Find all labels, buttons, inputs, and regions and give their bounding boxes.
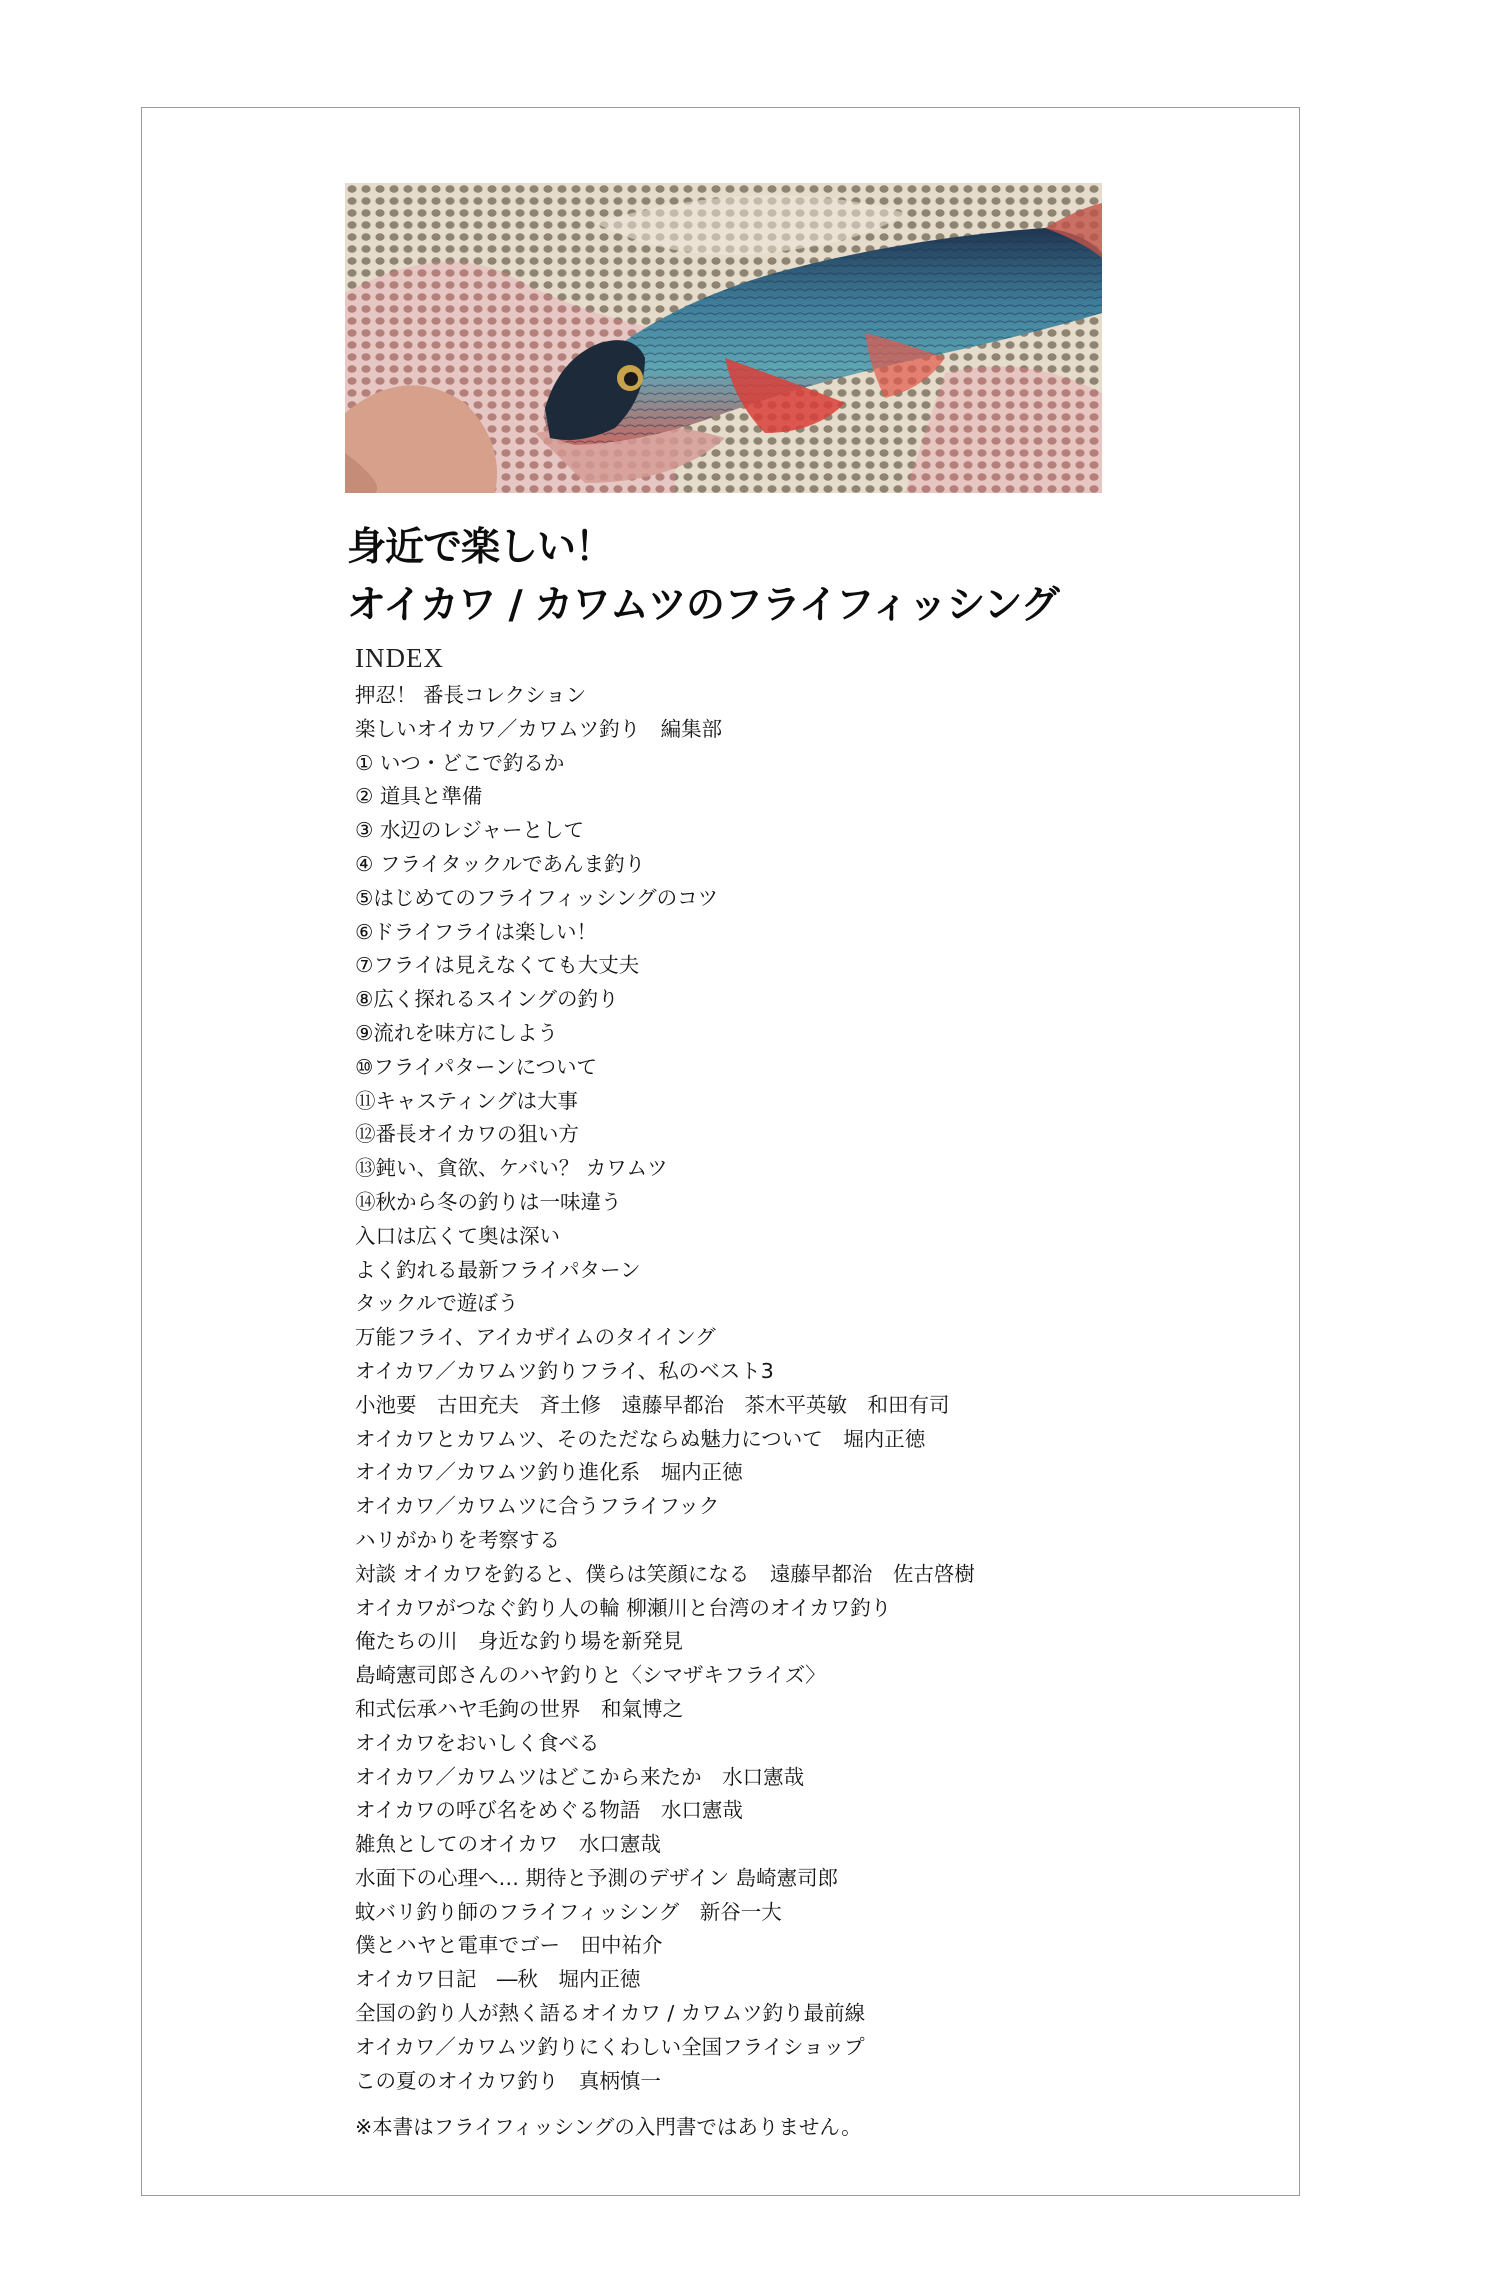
toc-item: オイカワとカワムツ、そのただならぬ魅力について 堀内正徳 — [355, 1426, 926, 1451]
toc-item: オイカワをおいしく食べる — [355, 1730, 600, 1755]
fish-in-net-image — [345, 183, 1102, 493]
title-line-2: オイカワ / カワムツのフライフィッシング — [347, 582, 1059, 628]
toc-item: ④ フライタックルであんま釣り — [355, 851, 646, 876]
book-title — [347, 518, 1147, 634]
toc-item: ③ 水辺のレジャーとして — [355, 818, 584, 843]
toc-item: オイカワ／カワムツはどこから来たか 水口憲哉 — [355, 1764, 805, 1789]
toc-item: 雑魚としてのオイカワ 水口憲哉 — [355, 1832, 661, 1857]
toc-item: 小池要 古田充夫 斉土修 遠藤早都治 茶木平英敏 和田有司 — [355, 1392, 950, 1417]
toc-item: ① いつ・どこで釣るか — [355, 750, 565, 775]
toc-item: ハリがかりを考察する — [355, 1527, 560, 1552]
toc-item: ⑨流れを味方にしよう — [355, 1020, 558, 1045]
toc-item: 島崎憲司郎さんのハヤ釣りと〈シマザキフライズ〉 — [355, 1663, 826, 1688]
toc-item: 和式伝承ハヤ毛鉤の世界 和氣博之 — [355, 1696, 683, 1721]
toc-item: よく釣れる最新フライパターン — [355, 1257, 641, 1282]
fish-photo — [345, 183, 1102, 493]
toc-item: 楽しいオイカワ／カワムツ釣り 編集部 — [355, 716, 723, 741]
toc-item: ⑩フライパターンについて — [355, 1054, 598, 1079]
toc-item: 俺たちの川 身近な釣り場を新発見 — [355, 1629, 683, 1654]
toc-item: 対談 オイカワを釣ると、僕らは笑顔になる 遠藤早都治 佐古啓樹 — [355, 1561, 975, 1586]
toc-item: 蚊バリ釣り師のフライフィッシング 新谷一大 — [355, 1899, 782, 1924]
toc-item: ② 道具と準備 — [355, 784, 483, 809]
toc-item: 入口は広くて奥は深い — [355, 1223, 560, 1248]
toc-item: タックルで遊ぼう — [355, 1291, 519, 1316]
index-heading: INDEX — [355, 643, 444, 673]
toc-item: 全国の釣り人が熱く語るオイカワ / カワムツ釣り最前線 — [355, 2001, 866, 2026]
toc-item: オイカワ／カワムツに合うフライフック — [355, 1494, 720, 1519]
toc-item: ⑦フライは見えなくても大丈夫 — [355, 953, 640, 978]
disclaimer-note: ※本書はフライフィッシングの入門書ではありません。 — [355, 2115, 862, 2139]
toc-item: オイカワ日記 ―秋 堀内正徳 — [355, 1967, 641, 1992]
toc-item: ⑫番長オイカワの狙い方 — [355, 1122, 579, 1147]
toc-item: オイカワ／カワムツ釣りフライ、私のベスト3 — [355, 1358, 774, 1383]
toc-item: オイカワがつなぐ釣り人の輪 柳瀬川と台湾のオイカワ釣り — [355, 1595, 892, 1620]
toc-item: 万能フライ、アイカザイムのタイイング — [355, 1325, 716, 1350]
toc-item: ⑪キャスティングは大事 — [355, 1088, 579, 1113]
toc-item: ⑬鈍い、貪欲、ケバい？ カワムツ — [355, 1156, 668, 1181]
toc-item: ⑤はじめてのフライフィッシングのコツ — [355, 885, 719, 910]
toc-item: オイカワの呼び名をめぐる物語 水口憲哉 — [355, 1798, 743, 1823]
toc-item: ⑧広く探れるスイングの釣り — [355, 987, 619, 1012]
toc-item: 押忍！ 番長コレクション — [355, 683, 587, 707]
toc-item: ⑭秋から冬の釣りは一味違う — [355, 1189, 622, 1214]
toc-item: ⑥ドライフライは楽しい！ — [355, 919, 598, 944]
table-of-contents — [355, 679, 1155, 2098]
title-line-1: 身近で楽しい！ — [347, 524, 614, 570]
toc-item: 水面下の心理へ… 期待と予測のデザイン 島崎憲司郎 — [355, 1865, 839, 1890]
toc-item: オイカワ／カワムツ釣りにくわしい全国フライショップ — [355, 2034, 865, 2059]
toc-item: 僕とハヤと電車でゴー 田中祐介 — [355, 1933, 663, 1958]
toc-item: この夏のオイカワ釣り 真柄慎一 — [355, 2068, 661, 2093]
toc-item: オイカワ／カワムツ釣り進化系 堀内正徳 — [355, 1460, 743, 1485]
